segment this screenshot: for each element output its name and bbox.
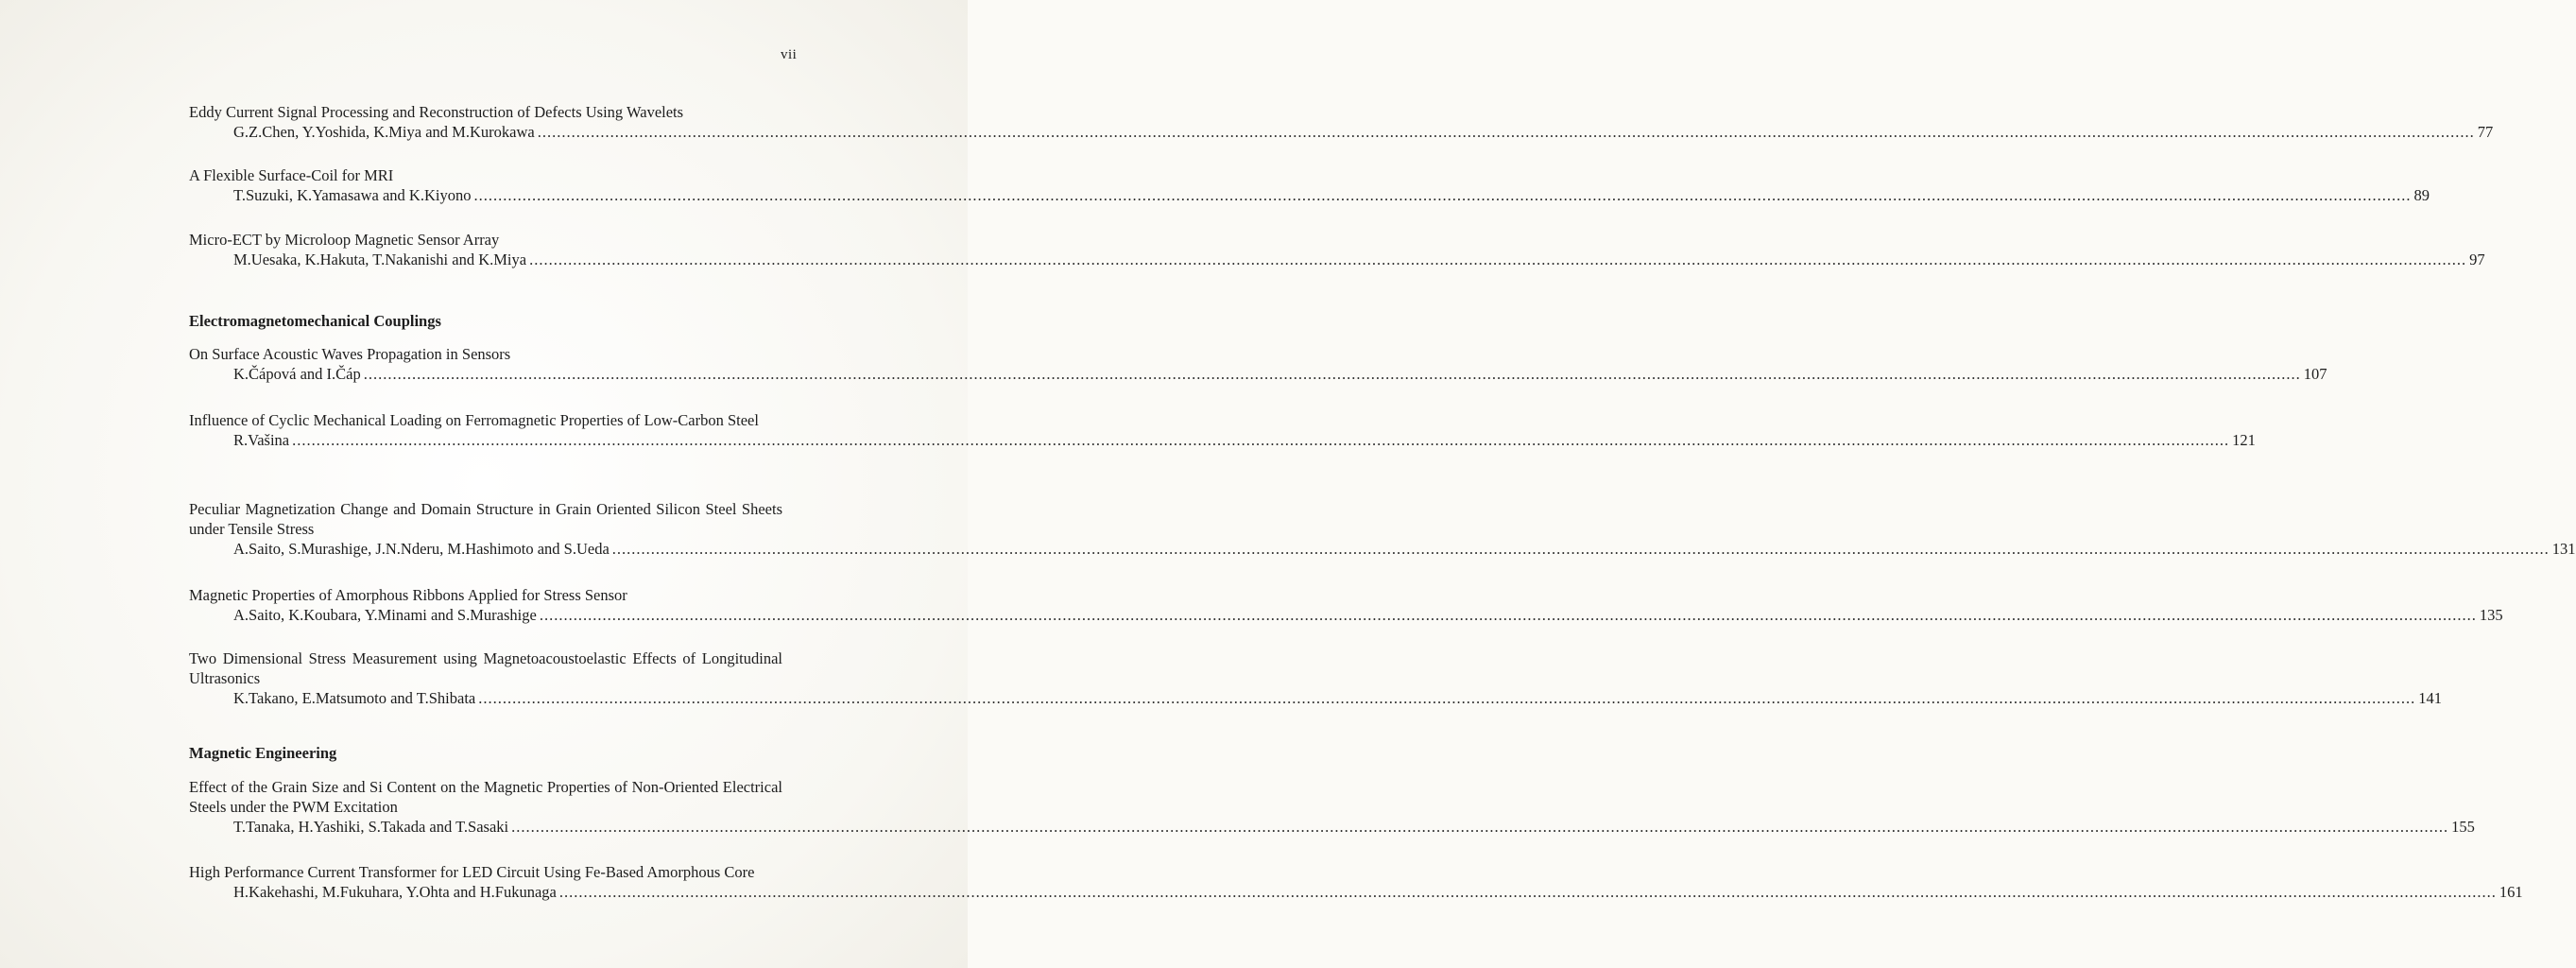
entry-title: Magnetic Properties of Amorphous Ribbons Applied for Stress Sensor: [189, 586, 627, 604]
toc-entry: [189, 102, 2494, 142]
entry-authors: A.Saito, S.Murashige, J.N.Nderu, M.Hashimoto and S.Ueda: [233, 540, 610, 558]
page-number: vii: [781, 47, 798, 62]
dot-leader: ................................................................................................................................................................................................................................................................................................................................................................................................................: [511, 818, 2449, 836]
entry-page-number: 107: [2303, 365, 2327, 383]
entry-authors: M.Uesaka, K.Hakuta, T.Nakanishi and K.Miya: [233, 251, 527, 268]
entry-authors: G.Z.Chen, Y.Yoshida, K.Miya and M.Kurokawa: [233, 123, 535, 141]
toc-entry: [189, 499, 2576, 559]
entry-authors: A.Saito, K.Koubara, Y.Minami and S.Murashige: [233, 606, 537, 624]
entry-title: On Surface Acoustic Waves Propagation in Sensors: [189, 345, 511, 363]
dot-leader: ................................................................................................................................................................................................................................................................................................................................................................................................................: [611, 540, 2550, 558]
section-heading: Magnetic Engineering: [189, 744, 337, 762]
dot-leader: ................................................................................................................................................................................................................................................................................................................................................................................................................: [473, 186, 2412, 204]
toc-entry: [189, 230, 2485, 269]
entry-title: High Performance Current Transformer for LED Circuit Using Fe-Based Amorphous Core: [189, 863, 755, 881]
toc-entry: [189, 165, 2430, 205]
entry-authors-line: [189, 882, 2523, 902]
entry-authors-line: [189, 430, 2256, 450]
dot-leader: ................................................................................................................................................................................................................................................................................................................................................................................................................: [478, 689, 2416, 707]
entry-authors-line: [189, 817, 2475, 837]
dot-leader: ................................................................................................................................................................................................................................................................................................................................................................................................................: [363, 365, 2301, 383]
dot-leader: ................................................................................................................................................................................................................................................................................................................................................................................................................: [558, 883, 2497, 901]
entry-title: Influence of Cyclic Mechanical Loading on Ferromagnetic Properties of Low-Carbon Steel: [189, 411, 759, 429]
entry-page-number: 161: [2499, 883, 2523, 901]
entry-title: Eddy Current Signal Processing and Reconstruction of Defects Using Wavelets: [189, 103, 684, 121]
entry-title: A Flexible Surface-Coil for MRI: [189, 166, 394, 184]
dot-leader: ................................................................................................................................................................................................................................................................................................................................................................................................................: [537, 123, 2475, 141]
toc-entry: [189, 585, 2503, 625]
entry-authors-line: [189, 539, 2576, 559]
entry-authors: R.Vašina: [233, 431, 290, 449]
entry-page-number: 121: [2232, 431, 2256, 449]
entry-authors-line: [189, 122, 2494, 142]
entry-authors-line: [189, 688, 2442, 708]
toc-entry: [189, 777, 2475, 837]
entry-page-number: 97: [2469, 251, 2485, 268]
entry-title: Micro-ECT by Microloop Magnetic Sensor Array: [189, 231, 500, 249]
entry-title: Peculiar Magnetization Change and Domain Structure in Grain Oriented Silicon Steel Sheets under Tensile Stress: [189, 500, 782, 538]
entry-page-number: 77: [2477, 123, 2494, 141]
toc-entry: [189, 344, 2327, 384]
entry-authors: T.Tanaka, H.Yashiki, S.Takada and T.Sasaki: [233, 818, 509, 836]
entry-authors: K.Čápová and I.Čáp: [233, 365, 361, 383]
toc-entry: [189, 862, 2523, 902]
dot-leader: ................................................................................................................................................................................................................................................................................................................................................................................................................: [292, 431, 2230, 449]
entry-page-number: 155: [2451, 818, 2475, 836]
entry-page-number: 89: [2413, 186, 2430, 204]
section-heading: Electromagnetomechanical Couplings: [189, 312, 441, 330]
entry-authors-line: [189, 185, 2430, 205]
entry-authors-line: [189, 250, 2485, 269]
dot-leader: ................................................................................................................................................................................................................................................................................................................................................................................................................: [539, 606, 2477, 624]
dot-leader: ................................................................................................................................................................................................................................................................................................................................................................................................................: [529, 251, 2467, 268]
entry-title: Effect of the Grain Size and Si Content on the Magnetic Properties of Non-Oriented Electrical Steels under the PWM Excitation: [189, 778, 782, 816]
entry-title: Two Dimensional Stress Measurement using Magnetoacoustoelastic Effects of Longitudinal Ultrasonics: [189, 649, 782, 687]
entry-authors: T.Suzuki, K.Yamasawa and K.Kiyono: [233, 186, 472, 204]
entry-page-number: 135: [2479, 606, 2503, 624]
entry-page-number: 141: [2418, 689, 2442, 707]
entry-authors: K.Takano, E.Matsumoto and T.Shibata: [233, 689, 476, 707]
entry-page-number: 131: [2551, 540, 2576, 558]
entry-authors-line: [189, 364, 2327, 384]
entry-authors-line: [189, 605, 2503, 625]
toc-entry: [189, 648, 2442, 708]
toc-entry: [189, 410, 2256, 450]
entry-authors: H.Kakehashi, M.Fukuhara, Y.Ohta and H.Fukunaga: [233, 883, 557, 901]
